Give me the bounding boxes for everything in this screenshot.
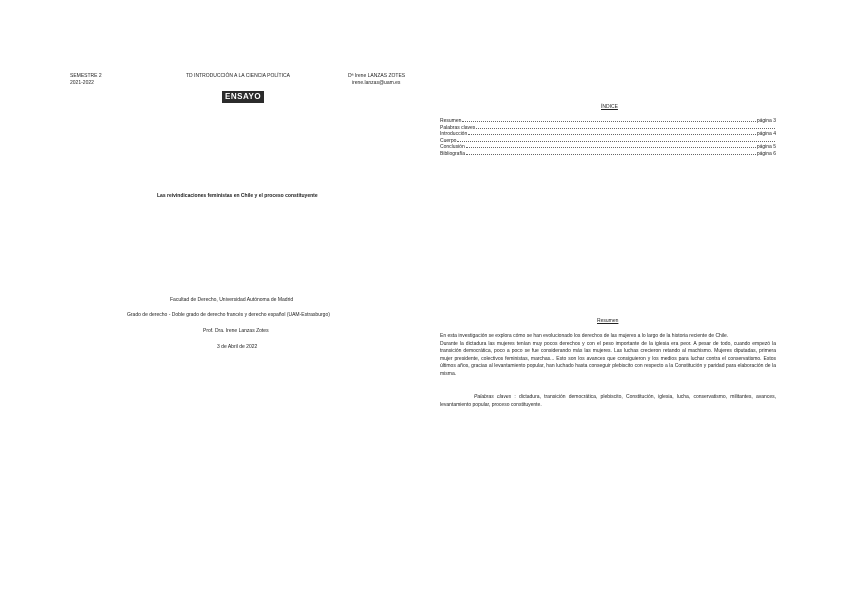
essay-title: Las reivindicaciones feministas en Chile y el proceso constituyente bbox=[157, 193, 318, 199]
toc-leader bbox=[457, 141, 775, 142]
semester-label: SEMESTRE 2 bbox=[70, 73, 102, 79]
toc-label: Cuerpo bbox=[440, 137, 457, 144]
table-of-contents bbox=[440, 118, 776, 158]
degree-label: Grado de derecho - Doble grado de derecho francés y derecho español (UAM-Estrasburgo) bbox=[127, 312, 330, 318]
ensayo-badge: ENSAYO bbox=[222, 91, 264, 103]
keywords-text: : dictadura, transición democrática, plebiscito, Constitución, iglesia, lucha, conservatismo, militantes, avances, levantamiento popular, proceso constituyente. bbox=[440, 394, 777, 408]
toc-page: página 6 bbox=[756, 150, 776, 157]
author-email: irene.lanzas@uam.es bbox=[352, 80, 401, 86]
index-title: ÍNDICE bbox=[601, 104, 618, 110]
toc-row[interactable] bbox=[440, 131, 776, 138]
toc-page: página 4 bbox=[756, 131, 776, 138]
author-name: Dª Irene LANZAS ZOTES bbox=[348, 73, 406, 79]
keywords-block bbox=[440, 394, 776, 409]
toc-leader bbox=[476, 128, 775, 129]
toc-label: Introducción bbox=[440, 131, 468, 138]
professor-label: Prof. Dra. Irene Lanzas Zotes bbox=[203, 328, 269, 334]
toc-page: página 5 bbox=[756, 144, 776, 151]
summary-paragraph: En esta investigación se explora cómo se han evolucionado los derechos de las mujeres a lo largo de la historia reciente de Chile. bbox=[440, 333, 729, 339]
year-label: 2021-2022 bbox=[70, 80, 94, 86]
toc-leader bbox=[466, 147, 756, 148]
toc-row[interactable] bbox=[440, 151, 776, 158]
toc-row[interactable] bbox=[440, 138, 776, 145]
toc-label: Resumen bbox=[440, 118, 462, 124]
content-page bbox=[424, 0, 848, 599]
date-label: 3 de Abril de 2022 bbox=[217, 344, 258, 350]
toc-label: Bibliografía bbox=[440, 150, 466, 157]
toc-label: Palabras claves bbox=[440, 124, 476, 131]
toc-row[interactable] bbox=[440, 144, 776, 151]
summary-body bbox=[440, 333, 776, 379]
summary-paragraph: Durante la dictadura las mujeres tenían muy pocos derechos y con el peso importante de la iglesia era peor. A pesar de todo, cuando empezó la transición democrática, poco a poco se fue considerando más las mujeres. Las luchas crecieron retando al machismo. Mujeres diputadas, primera mujer presidente, colectivos feministas, marchas... Esto son los avances que consiguieron y los medios para luchar contra el conservatismo. Estos últimos años, gracias al levantamiento popular, han luchado hasta conseguir plebiscito con respecto a la Constitución y paridad para elaboración de la misma. bbox=[440, 340, 776, 377]
toc-leader bbox=[462, 121, 755, 122]
keywords-label: Palabras claves bbox=[474, 394, 512, 400]
toc-label: Conclusión bbox=[440, 144, 465, 151]
course-title: TD INTRODUCCIÓN A LA CIENCIA POLÍTICA bbox=[186, 73, 290, 79]
toc-row[interactable] bbox=[440, 118, 776, 125]
toc-leader bbox=[466, 154, 756, 155]
toc-page: página 3 bbox=[756, 118, 776, 124]
summary-title: Resumen bbox=[597, 318, 619, 324]
faculty-label: Facultad de Derecho, Universidad Autónoma de Madrid bbox=[170, 297, 294, 303]
toc-row[interactable] bbox=[440, 125, 776, 132]
toc-leader bbox=[468, 134, 756, 135]
